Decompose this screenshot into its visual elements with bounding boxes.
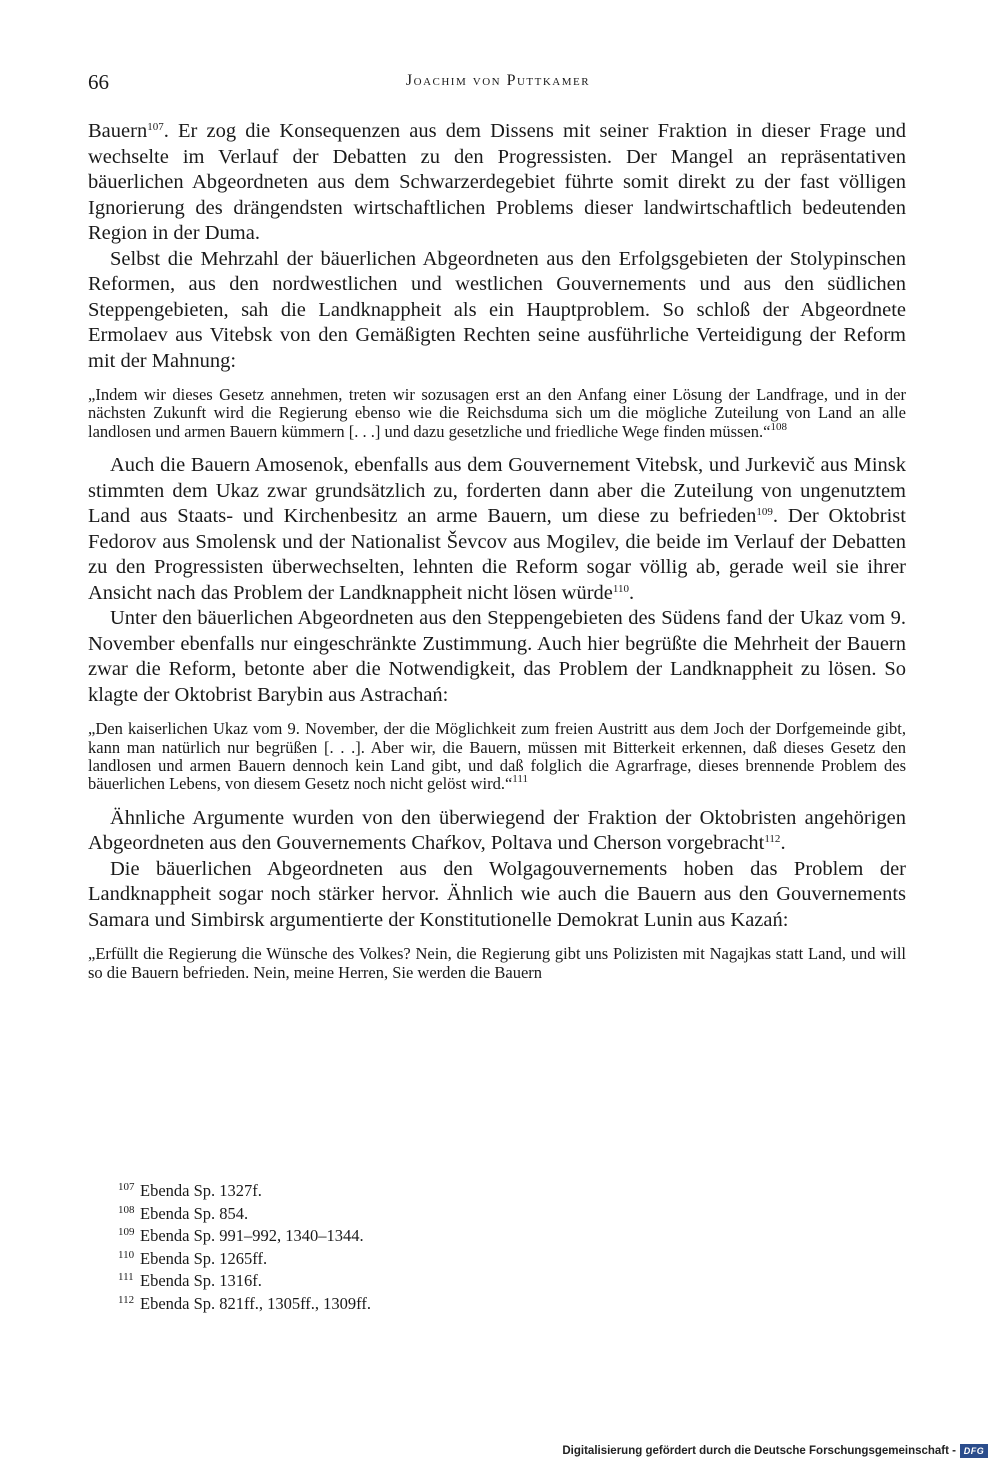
page-number: 66 <box>88 70 109 94</box>
footnote <box>118 1201 618 1224</box>
block-quote-1: „Indem wir dieses Gesetz annehmen, treten wir sozusagen erst an den Anfang einer Lösung der Landfrage, und in der nächsten Zukunft wird die Regierung ebenso wie die Reichsduma sich um die mögliche Zuteilung von Land an alle landlosen und armen Bauern kümmern [. . .] und dazu gesetzliche und friedliche Wege finden müssen.“$^{108}$ <box>88 385 906 441</box>
footnote-text: Ebenda Sp. 1265ff. <box>140 1248 268 1268</box>
footnote-number: 111 <box>118 1271 134 1284</box>
page-header <box>88 70 908 100</box>
footnote-number: 108 <box>118 1203 135 1216</box>
footnotes <box>118 1178 618 1314</box>
footnote-text: Ebenda Sp. 821ff., 1305ff., 1309ff. <box>140 1293 371 1313</box>
dfg-logo-icon: DFG <box>960 1444 988 1458</box>
footnote-text: Ebenda Sp. 1327f. <box>140 1181 262 1200</box>
funding-notice <box>562 1442 988 1460</box>
footnote-number: 107 <box>118 1181 135 1193</box>
footnote-number: 110 <box>118 1248 135 1261</box>
footnote-number: 109 <box>118 1226 135 1239</box>
paragraph-6: Die bäuerlichen Abgeordneten aus den Wolgagouvernements hoben das Problem der Landknappheit sogar noch stärker hervor. Ähnlich wie auch die Bauern aus den Gouvernements Samara und Simbirsk argumentierte der Konstitutionelle Demokrat Lunin aus Kazań: <box>88 857 906 931</box>
paragraph-1: Bauern$^{107}$. Er zog die Konsequenzen aus dem Dissens mit seiner Fraktion in dieser Frage und wechselte im Verlauf der Debatten zu den Progressisten. Der Mangel an repräsentativen bäuerlichen Abgeordneten aus dem Schwarzerdegebiet führte somit direkt zu der fast völligen Ignorierung des drängendsten wirtschaftlichen Problems dieser landwirtschaftlich bedeutenden Region in der Duma. <box>88 120 906 244</box>
footnote-text: Ebenda Sp. 991–992, 1340–1344. <box>140 1226 364 1246</box>
funding-notice-text: Digitalisierung gefördert durch die Deutsche Forschungsgemeinschaft - <box>562 1445 956 1457</box>
paragraph-4: Unter den bäuerlichen Abgeordneten aus den Steppengebieten des Südens fand der Ukaz vom 9. November ebenfalls nur eingeschränkte Zustimmung. Auch hier begrüßte die Mehrheit der Bauern zwar die Reform, betonte aber die Notwendigkeit, das Problem der Landknappheit zu lösen. So klagte der Oktobrist Barybin aus Astrachań: <box>88 607 906 706</box>
paragraph-2: Selbst die Mehrzahl der bäuerlichen Abgeordneten aus den Erfolgsgebieten der Stolypinschen Reformen, aus den nordwestlichen und westlichen Gouvernements und aus den südlichen Steppengebieten, sah die Landknappheit als ein Hauptproblem. So schloß der Abgeordnete Ermolaev aus Vitebsk von den Gemäßigten Rechten seine ausführliche Verteidigung der Reform mit der Mahnung: <box>88 247 906 372</box>
footnote <box>118 1268 618 1291</box>
block-quote-2: „Den kaiserlichen Ukaz vom 9. November, der die Möglichkeit zum freien Austritt aus dem Joch der Dorfgemeinde gibt, kann man natürlich nur begrüßen [. . .]. Aber wir, die Bauern, müssen mit Bitterkeit erkennen, daß dieses Gesetz den landlosen und armen Bauern dennoch kein Land gibt, und daß folglich die Agrarfrage, dieses brennende Problem des bäuerlichen Lebens, von diesem Gesetz noch nicht gelöst wird.“$^{111}$ <box>88 719 906 794</box>
block-quote-3: „Erfüllt die Regierung die Wünsche des Volkes? Nein, die Regierung gibt uns Polizisten mit Nagajkas statt Land, und will so die Bauern befrieden. Nein, meine Herren, Sie werden die Bauern <box>88 944 906 982</box>
footnote-text: Ebenda Sp. 854. <box>140 1203 249 1223</box>
footnote <box>118 1223 618 1246</box>
running-head: Joachim von Puttkamer <box>405 72 591 89</box>
footnote-number: 112 <box>118 1293 135 1306</box>
footnote <box>118 1291 618 1314</box>
footnote-text: Ebenda Sp. 1316f. <box>140 1271 262 1291</box>
paragraph-3: Auch die Bauern Amosenok, ebenfalls aus dem Gouvernement Vitebsk, und Jurkevič aus Minsk stimmten dem Ukaz zwar grundsätzlich zu, forderten dann aber die Zuteilung von ungenutztem Land aus Staats- und Kirchenbesitz an arme Bauern, um diese zu befrieden$^{109}$. Der Oktobrist Fedorov aus Smolensk und der Nationalist Ševcov aus Mogilev, die beide im Verlauf der Debatten zu den Progressisten überwechselten, lehnten die Reform sogar völlig ab, gerade weil sie ihrer Ansicht nach das Problem der Landknappheit nicht lösen würde$^{110}$. <box>88 454 906 604</box>
paragraph-5: Ähnliche Argumente wurden von den überwiegend der Fraktion der Oktobristen angehörigen Abgeordneten aus den Gouvernements Chaŕkov, Poltava und Cherson vorgebracht$^{112}$. <box>88 806 906 855</box>
footnote <box>118 1246 618 1269</box>
footnote <box>118 1178 618 1201</box>
body-text <box>88 119 906 982</box>
